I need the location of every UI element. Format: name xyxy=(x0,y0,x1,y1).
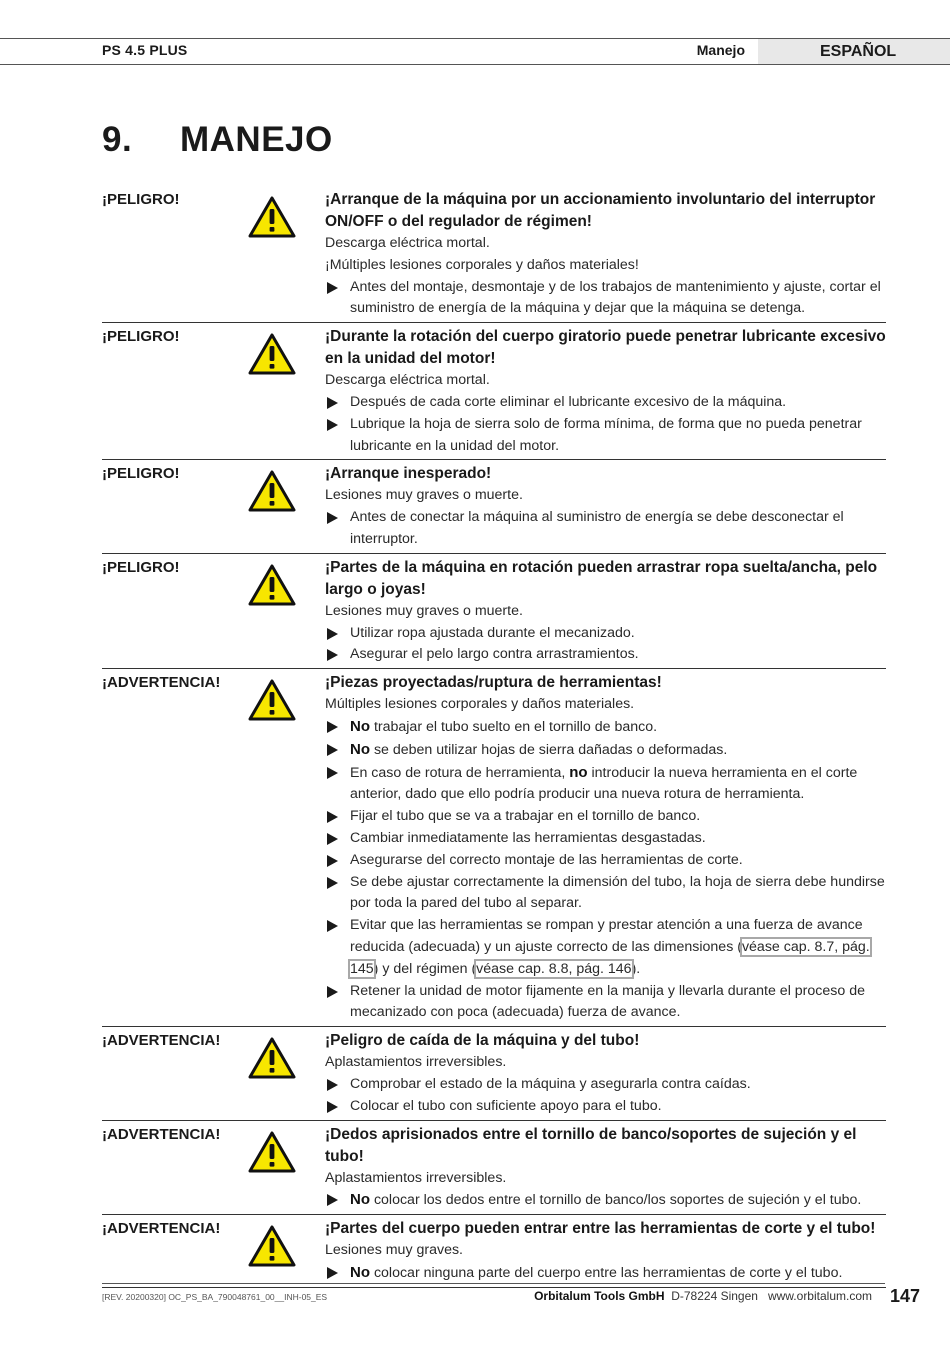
measure-item xyxy=(325,1189,886,1212)
arrow-right-icon xyxy=(327,1101,338,1113)
measure-emphasis: No xyxy=(350,740,370,758)
header-rule-bottom xyxy=(0,64,950,65)
footer-revision: [REV. 20200320] OC_PS_BA_790048761_00__INH-05_ES xyxy=(102,1292,328,1302)
measure-text: Comprobar el estado de la máquina y asegurarla contra caídas. xyxy=(350,1075,751,1092)
measure-text: Antes del montaje, desmontaje y de los trabajos de mantenimiento y ajuste, cortar el suministro de energía de la máquina y dejar que la máquina se detenga. xyxy=(350,278,881,317)
warning-symbol xyxy=(248,672,325,1024)
safety-table xyxy=(102,186,886,1288)
measure-list xyxy=(325,507,886,551)
page-title xyxy=(102,120,333,160)
measure-emphasis: No xyxy=(350,717,370,735)
warning-symbol xyxy=(248,189,325,320)
measure-text: se deben utilizar hojas de sierra dañadas o deformadas. xyxy=(370,741,728,758)
chapter-number: 9. xyxy=(102,120,133,159)
measure-item xyxy=(325,414,886,458)
arrow-right-icon xyxy=(327,1194,338,1206)
measure-emphasis: No xyxy=(350,1263,370,1281)
measure-text: Se debe ajustar correctamente la dimensión del tubo, la hoja de sierra debe hundirse por toda la pared del tubo al separar. xyxy=(350,873,885,912)
footer-company xyxy=(534,1289,872,1303)
measure-text: introducir la nueva herramienta en el corte anterior, dado que ello podría producir una nueva rotura de herramienta. xyxy=(350,764,858,803)
hazard-consequence: Aplastamientos irreversibles. xyxy=(325,1054,507,1071)
safety-row xyxy=(102,1027,886,1120)
safety-row xyxy=(102,460,886,553)
cross-reference-link[interactable]: véase cap. 8.7, pág. 145 xyxy=(350,938,870,977)
signal-word: ¡PELIGRO! xyxy=(102,191,180,208)
measure-item xyxy=(325,716,886,739)
hazard-consequence: Descarga eléctrica mortal. xyxy=(325,372,490,389)
measure-list xyxy=(325,716,886,1024)
measure-list xyxy=(325,277,886,321)
measure-emphasis: No xyxy=(350,1191,370,1209)
warning-triangle-icon xyxy=(248,333,296,375)
measure-item xyxy=(325,644,886,666)
measure-item xyxy=(325,762,886,807)
measure-item xyxy=(325,1074,886,1096)
measure-list xyxy=(325,623,886,667)
arrow-right-icon xyxy=(327,767,338,779)
safety-text xyxy=(325,1124,886,1213)
measure-text: Retener la unidad de motor fijamente en la manija y llevarla durante el proceso de mecanizado con poca (adecuada) fuerza de avance. xyxy=(350,982,865,1021)
hazard-headline: ¡Durante la rotación del cuerpo giratorio puede penetrar lubricante excesivo en la unidad del motor! xyxy=(325,328,886,368)
measure-item xyxy=(325,507,886,551)
warning-symbol xyxy=(248,557,325,666)
arrow-right-icon xyxy=(327,628,338,640)
hazard-consequence: Lesiones muy graves o muerte. xyxy=(325,602,523,619)
hazard-consequence: Descarga eléctrica mortal. xyxy=(325,235,490,251)
header-language xyxy=(758,39,950,64)
arrow-right-icon xyxy=(327,920,338,932)
measure-text-middle: ) y del régimen ( xyxy=(373,960,477,977)
measure-list xyxy=(325,1262,886,1285)
footer-company-name: Orbitalum Tools GmbH xyxy=(534,1289,665,1303)
arrow-right-icon xyxy=(327,1079,338,1091)
measure-text: Asegurarse del correcto montaje de las herramientas de corte. xyxy=(350,851,743,868)
warning-triangle-icon xyxy=(248,679,296,721)
measure-list xyxy=(325,1189,886,1212)
signal-word: ¡ADVERTENCIA! xyxy=(102,1032,221,1050)
measure-text: colocar ninguna parte del cuerpo entre las herramientas de corte y el tubo. xyxy=(370,1264,843,1281)
hazard-consequence: Aplastamientos irreversibles. xyxy=(325,1169,507,1186)
signal-word: ¡ADVERTENCIA! xyxy=(102,1220,221,1238)
measure-text: Asegurar el pelo largo contra arrastramientos. xyxy=(350,646,639,663)
measure-item xyxy=(325,1096,886,1118)
hazard-headline: ¡Piezas proyectadas/ruptura de herramientas! xyxy=(325,674,662,692)
warning-symbol xyxy=(248,463,325,550)
hazard-headline: ¡Partes del cuerpo pueden entrar entre las herramientas de corte y el tubo! xyxy=(325,1220,876,1238)
hazard-headline: ¡Peligro de caída de la máquina y del tubo! xyxy=(325,1032,640,1050)
hazard-headline: ¡Partes de la máquina en rotación pueden arrastrar ropa suelta/ancha, pelo largo o joyas! xyxy=(325,558,878,598)
measure-text: Fijar el tubo que se va a trabajar en el tornillo de banco. xyxy=(350,808,701,825)
arrow-right-icon xyxy=(327,833,338,845)
arrow-right-icon xyxy=(327,512,338,524)
safety-text xyxy=(325,326,886,457)
arrow-right-icon xyxy=(327,419,338,431)
warning-triangle-icon xyxy=(248,470,296,512)
measure-text: ). xyxy=(631,960,641,977)
arrow-right-icon xyxy=(327,397,338,409)
safety-text xyxy=(325,672,886,1024)
measure-item xyxy=(325,872,886,916)
measure-list xyxy=(325,392,886,457)
warning-triangle-icon xyxy=(248,564,296,606)
footer-rule xyxy=(102,1283,885,1284)
arrow-right-icon xyxy=(327,744,338,756)
warning-triangle-icon xyxy=(248,1131,296,1173)
footer-address: D-78224 Singen xyxy=(671,1289,758,1303)
measure-text: Cambiar inmediatamente las herramientas desgastadas. xyxy=(350,829,706,846)
header-language-label: ESPAÑOL xyxy=(820,42,897,60)
safety-row xyxy=(102,186,886,323)
chapter-title: MANEJO xyxy=(180,120,333,159)
hazard-consequence: ¡Múltiples lesiones corporales y daños materiales! xyxy=(325,256,639,273)
arrow-right-icon xyxy=(327,282,338,294)
measure-text: Colocar el tubo con suficiente apoyo para el tubo. xyxy=(350,1097,662,1114)
safety-text xyxy=(325,463,886,550)
measure-text: colocar los dedos entre el tornillo de banco/los soportes de sujeción y el tubo. xyxy=(370,1192,862,1209)
measure-text: trabajar el tubo suelto en el tornillo de banco. xyxy=(370,718,658,735)
hazard-headline: ¡Dedos aprisionados entre el tornillo de banco/soportes de sujeción y el tubo! xyxy=(325,1125,857,1165)
safety-row xyxy=(102,669,886,1027)
safety-row xyxy=(102,323,886,460)
arrow-right-icon xyxy=(327,649,338,661)
warning-symbol xyxy=(248,326,325,457)
safety-row xyxy=(102,1121,886,1216)
warning-symbol xyxy=(248,1124,325,1213)
measure-item xyxy=(325,828,886,850)
arrow-right-icon xyxy=(327,721,338,733)
warning-triangle-icon xyxy=(248,1037,296,1079)
warning-triangle-icon xyxy=(248,196,296,238)
signal-word: ¡PELIGRO! xyxy=(102,465,180,483)
arrow-right-icon xyxy=(327,986,338,998)
safety-text xyxy=(325,557,886,666)
safety-text xyxy=(325,1030,886,1117)
measure-item xyxy=(325,981,886,1025)
hazard-headline: ¡Arranque inesperado! xyxy=(325,465,492,483)
measure-item xyxy=(325,1262,886,1285)
safety-text xyxy=(325,1218,886,1285)
measure-list xyxy=(325,1074,886,1118)
measure-item xyxy=(325,392,886,414)
hazard-consequence: Lesiones muy graves. xyxy=(325,1242,464,1259)
signal-word: ¡ADVERTENCIA! xyxy=(102,1125,221,1143)
arrow-right-icon xyxy=(327,877,338,889)
hazard-headline: ¡Arranque de la máquina por un accionamiento involuntario del interruptor ON/OFF o del regulador de régimen! xyxy=(325,191,876,230)
arrow-right-icon xyxy=(327,1267,338,1279)
hazard-consequence: Múltiples lesiones corporales y daños materiales. xyxy=(325,696,635,713)
safety-row xyxy=(102,554,886,669)
page-number: 147 xyxy=(889,1286,920,1306)
measure-text: Antes de conectar la máquina al suministro de energía se debe desconectar el interruptor. xyxy=(350,509,844,547)
footer-website: www.orbitalum.com xyxy=(767,1289,872,1303)
cross-reference-link[interactable]: véase cap. 8.8, pág. 146 xyxy=(476,960,632,977)
measure-emphasis: no xyxy=(569,763,588,781)
measure-item xyxy=(325,739,886,762)
warning-triangle-icon xyxy=(248,1225,296,1267)
measure-item xyxy=(325,806,886,828)
header-model: PS 4.5 PLUS xyxy=(102,42,188,58)
warning-symbol xyxy=(248,1030,325,1117)
arrow-right-icon xyxy=(327,855,338,867)
measure-item xyxy=(325,915,886,980)
measure-text: Después de cada corte eliminar el lubricante excesivo de la máquina. xyxy=(350,393,787,410)
measure-item xyxy=(325,850,886,872)
measure-item xyxy=(325,623,886,645)
safety-row xyxy=(102,1215,886,1288)
header-section: Manejo xyxy=(696,42,745,58)
signal-word: ¡ADVERTENCIA! xyxy=(102,674,221,692)
safety-text xyxy=(325,189,886,320)
measure-text-start: Evitar que las herramientas se rompan y prestar atención a una fuerza de avance reducida (adecuada) y un ajuste correcto de las dimensiones ( xyxy=(350,917,863,955)
hazard-consequence: Lesiones muy graves o muerte. xyxy=(325,487,523,504)
measure-item xyxy=(325,277,886,321)
measure-text: Lubrique la hoja de sierra solo de forma mínima, de forma que no pueda penetrar lubricante en la unidad del motor. xyxy=(350,415,862,454)
warning-symbol xyxy=(248,1218,325,1285)
measure-text: Utilizar ropa ajustada durante el mecanizado. xyxy=(350,624,635,641)
arrow-right-icon xyxy=(327,811,338,823)
signal-word: ¡PELIGRO! xyxy=(102,328,180,346)
signal-word: ¡PELIGRO! xyxy=(102,558,180,576)
measure-text-start: En caso de rotura de herramienta, xyxy=(350,764,570,781)
